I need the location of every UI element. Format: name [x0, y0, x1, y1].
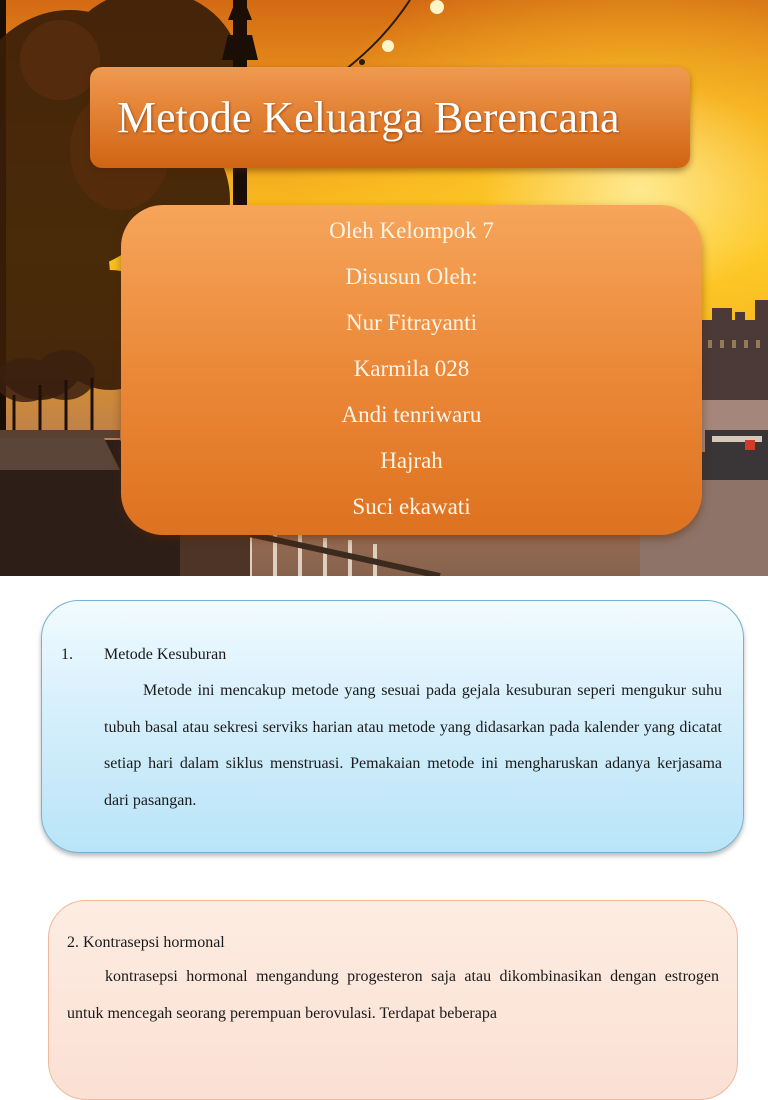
author-name: Suci ekawati [352, 494, 471, 519]
hormonal-contraception-card [48, 900, 738, 1100]
compiled-by-line: Disusun Oleh: [345, 264, 478, 289]
title-box [90, 67, 690, 168]
author-name: Karmila 028 [353, 356, 470, 381]
section-heading: Metode Kesuburan [104, 646, 227, 663]
presentation-title: Metode Keluarga Berencana [117, 93, 620, 142]
author-name: Andi tenriwaru [341, 402, 482, 427]
section-number: 1. [61, 646, 73, 663]
fertility-method-card [41, 600, 744, 853]
authors-box [121, 205, 702, 535]
author-name: Nur Fitrayanti [346, 310, 477, 335]
author-name: Hajrah [380, 448, 443, 473]
section-paragraph: kontrasepsi hormonal mengandung progesteron saja atau dikombinasikan dengan estrogen untuk mencegah seorang perempuan berovulasi. Terdapat beberapa [67, 968, 719, 1022]
section-heading: 2. Kontrasepsi hormonal [67, 934, 225, 951]
group-line: Oleh Kelompok 7 [329, 218, 494, 243]
section-paragraph: Metode ini mencakup metode yang sesuai pada gejala kesuburan seperi mengukur suhu tubuh basal atau sekresi serviks harian atau metode yang didasarkan pada kalender yang dicatat setiap hari dalam siklus menstruasi. Pemakaian metode ini mengharuskan adanya kerjasama dari pasangan. [104, 682, 722, 809]
